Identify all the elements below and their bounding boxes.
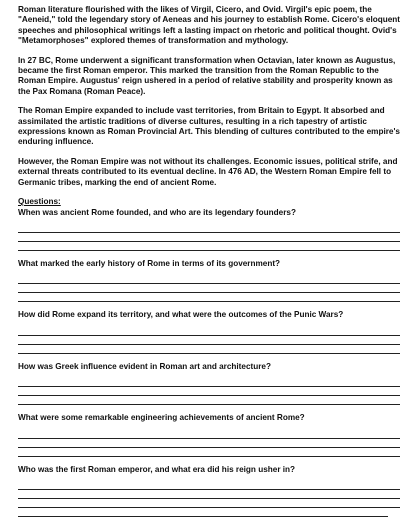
answer-line — [18, 439, 400, 448]
questions-heading: Questions: — [18, 197, 61, 207]
answer-line — [18, 224, 400, 233]
answer-lines-3 — [18, 327, 400, 354]
paragraph-expansion: The Roman Empire expanded to include vast territories, from Britain to Egypt. It absorbed and assimilated the artistic traditions of diverse cultures, resulting in a rich tapestry of artistic expressions known as Roman Provincial Art. This blending of cultures contributed to the empire's enduring influence. — [18, 106, 400, 147]
answer-line — [18, 490, 400, 499]
question-2: What marked the early history of Rome in terms of its government? — [18, 258, 281, 268]
answer-lines-4 — [18, 378, 400, 405]
question-4: How was Greek influence evident in Roman art and architecture? — [18, 361, 271, 371]
paragraph-literature: Roman literature flourished with the likes of Virgil, Cicero, and Ovid. Virgil's epic poem, the "Aeneid," told the legendary story of Aeneas and his journey to establish Rome. Cicero's eloquent speeches and philosophical writings left a lasting impact on rhetoric and political thought. Ovid's "Metamorphoses" explored themes of transformation and mythology. — [18, 5, 401, 46]
question-3: How did Rome expand its territory, and what were the outcomes of the Punic Wars? — [18, 310, 344, 320]
answer-line — [18, 284, 400, 293]
answer-line — [18, 387, 400, 396]
answer-line — [18, 499, 400, 508]
worksheet-page — [18, 5, 400, 525]
answer-line — [18, 336, 400, 345]
answer-line — [18, 378, 400, 387]
answer-line — [18, 481, 400, 490]
answer-line — [18, 448, 400, 457]
question-5: What were some remarkable engineering achievements of ancient Rome? — [18, 413, 305, 423]
answer-line — [18, 242, 400, 251]
answer-line — [18, 275, 400, 284]
paragraph-decline: However, the Roman Empire was not without its challenges. Economic issues, political strife, and external threats contributed to its eventual decline. In 476 AD, the Western Roman Empire fell to Germanic tribes, marking the end of ancient Rome. — [18, 156, 398, 187]
answer-lines-5 — [18, 430, 400, 457]
answer-line — [18, 233, 400, 242]
answer-line — [18, 327, 400, 336]
answer-line — [18, 345, 400, 354]
answer-line — [18, 430, 400, 439]
paragraph-augustus: In 27 BC, Rome underwent a significant transformation when Octavian, later known as Augustus, became the first Roman emperor. This marked the transition from the Roman Republic to the Roman Empire. Augustus' reign ushered in a period of relative stability and prosperity known as the Pax Romana (Roman Peace). — [18, 55, 396, 96]
answer-line — [18, 293, 400, 302]
answer-line — [18, 508, 388, 517]
answer-lines-1 — [18, 224, 400, 251]
answer-line — [18, 396, 400, 405]
question-1: When was ancient Rome founded, and who are its legendary founders? — [18, 207, 296, 217]
answer-lines-6 — [18, 481, 400, 517]
answer-lines-2 — [18, 275, 400, 302]
question-6: Who was the first Roman emperor, and what era did his reign usher in? — [18, 464, 296, 474]
